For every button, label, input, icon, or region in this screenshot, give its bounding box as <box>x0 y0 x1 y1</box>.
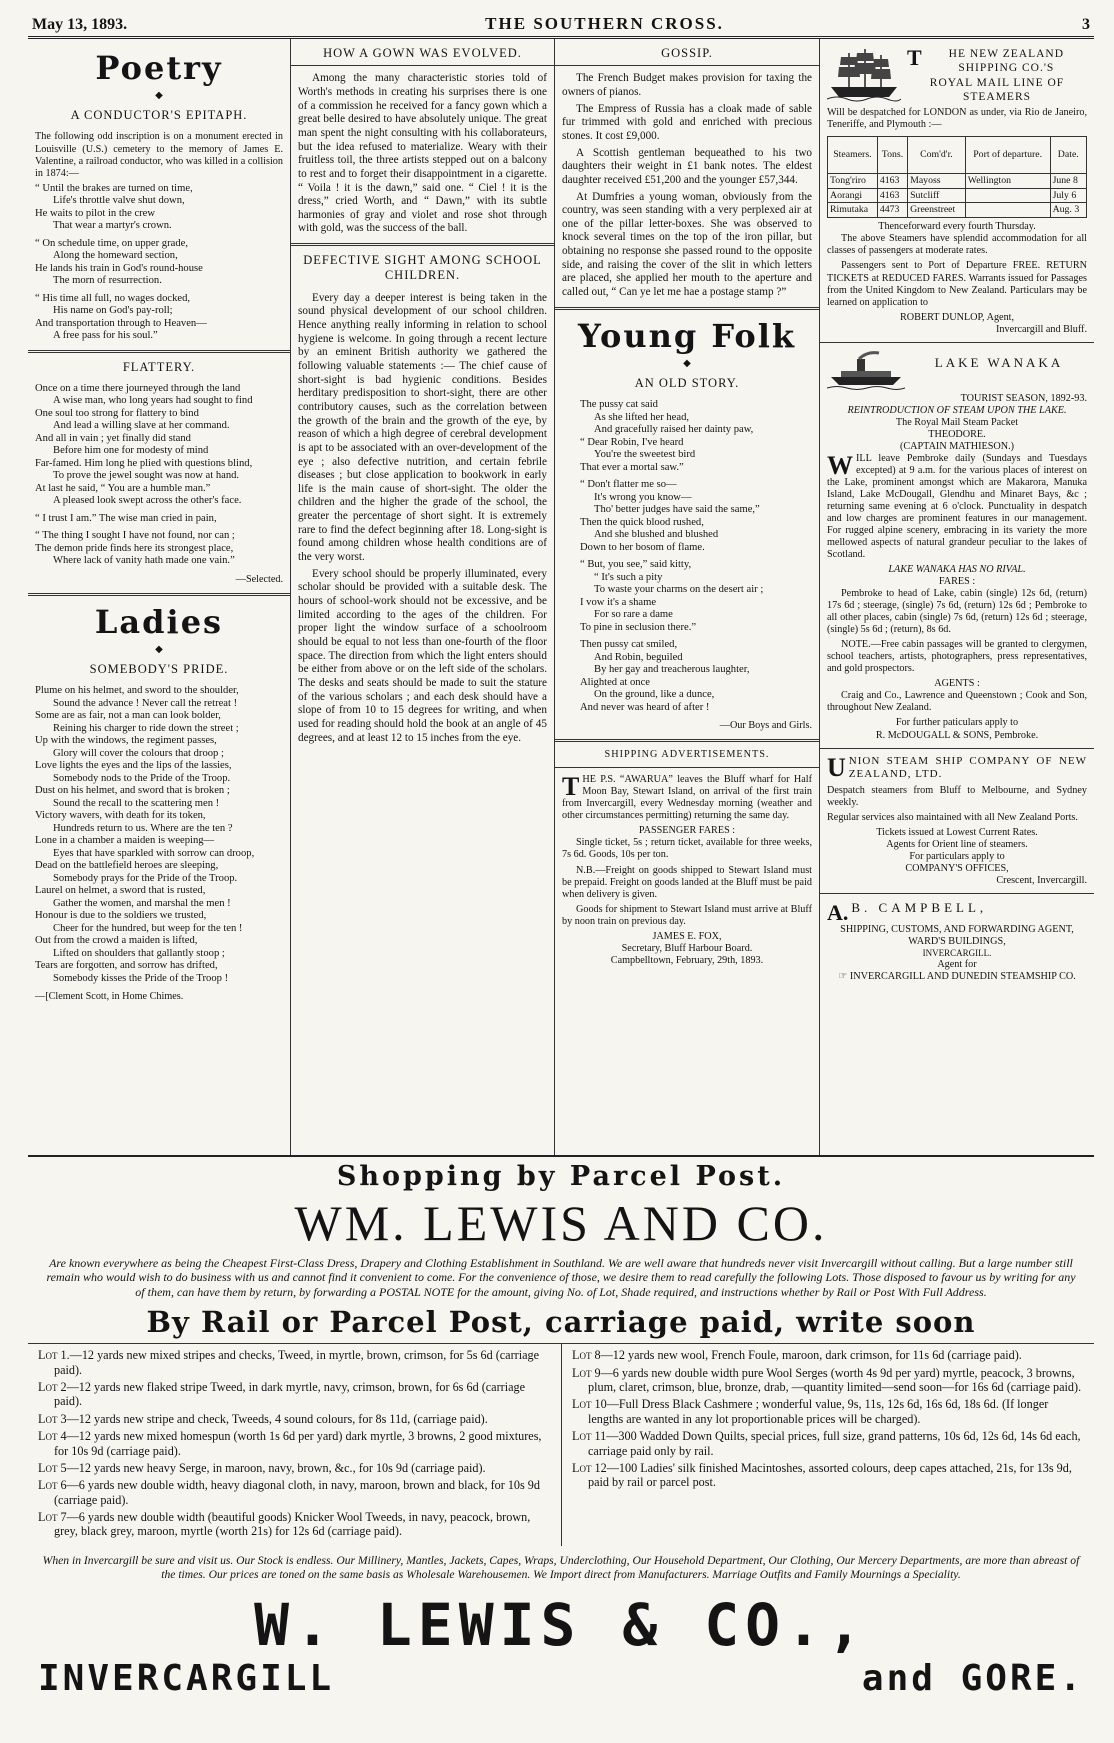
verse-line: That wear a martyr's crown. <box>53 220 172 232</box>
nz-intro: Will be despatched for LONDON as under, via Rio de Janeiro, Teneriffe, and Plymouth :— <box>827 106 1087 130</box>
verse-line: The demon pride finds here its strongest place, <box>35 542 234 554</box>
lot-number: Lot 4 <box>38 1429 67 1444</box>
cell: Greenstreet <box>908 203 966 218</box>
awarua-text: HE P.S. “AWARUA” leaves the Bluff wharf for Half Moon Bay, Stewart Island, on arrival of the first train from Invercargill, every Wednesday morning (weather and other circumstances permitting) returning the same day. <box>562 774 812 822</box>
verse-line: Far-famed. Him long he plied with questions blind, <box>35 457 253 469</box>
sight-paragraph-1: Every day a deeper interest is being taken in the sound physical development of our school children. Hence anything really informing in relation to school hygiene is welcome. In going through a recent lecture by an eminent British authority we gathered the following valuable statements :— The chief cause of short-sight is bad hygienic conditions. Besides herditary predisposition to short-sight, there are other contributory causes, such as the correlation between the growth of the brain and the growth of the eye, by reason of which a high degree of cerebral development is apt to be associated with an over-development of the eye ; also defective nutrition, and certain febrile diseases ; but close application to bookwork in early life is the main cause of short-sight. The older the children and the higher the grade of the school, the greater the percentage of short sight. It is extremely rare to find the defect beginning after 18. Long-sight is found among children whose health conditions are of the very worst. <box>298 291 547 564</box>
gown-article: Among the many characteristic stories told of Worth's methods in creating his surprises there is one of a commission he received for a fancy gown which a great belle desired to have absolutely unique. The great man spent the night consulting with his collaborateurs, but the idea refused to materialize. Weary with their fruitless toil, the three artists stepped out on a balcony to rest and to forget their disappointment in a cigarette. “ Voila ! it is the dawn,” said one. “ Ciel ! it is the dress,” cried Worth, and “ Dawn,” with its subtle harmonies of gray and violet and rose shot through with gold, was the success of the ball. <box>298 72 547 235</box>
header-steamers: Steamers. <box>828 136 878 173</box>
story-credit: —Our Boys and Girls. <box>719 720 812 732</box>
nz-accommodation: The above Steamers have splendid accommodation for all classes of passengers at moderate rates. <box>827 233 1087 257</box>
campbell-agent-for: Agent for <box>937 958 977 970</box>
pride-credit: —[Clement Scott, in Home Chimes. <box>35 991 184 1003</box>
verse-line: Dead on the battlefield heroes are sleeping, <box>35 860 219 872</box>
table-row <box>828 173 1087 188</box>
story-title: AN OLD STORY. <box>634 375 740 390</box>
lot-item <box>572 1397 1084 1426</box>
verse-line: Along the homeward section, <box>53 250 178 262</box>
verse-line: Eyes that have sparkled with sorrow can droop, <box>53 847 255 859</box>
nz-signature-name: ROBERT DUNLOP, Agent, <box>899 311 1015 323</box>
lot-description: —12 yards new heavy Serge, in maroon, navy, brown, &c., for 10s 9d (carriage paid). <box>66 1460 486 1475</box>
cell <box>965 203 1050 218</box>
verse-line: You're the sweetest bird <box>594 449 696 461</box>
epitaph-verse <box>35 183 283 343</box>
lot-number: Lot 3 <box>38 1411 67 1426</box>
verse-line: Honour is due to the soldiers we trusted, <box>35 910 207 922</box>
lot-item <box>38 1429 551 1458</box>
wanaka-season: TOURIST SEASON, 1892-93. <box>960 392 1087 404</box>
verse-line: One soul too strong for flattery to bind <box>35 407 199 419</box>
verse-line: I vow it's a shame <box>580 596 657 608</box>
verse-line: Somebody kisses the Pride of the Troop ! <box>53 972 229 984</box>
verse-line: “ Don't flatter me so— <box>580 479 677 491</box>
verse-line: Cheer for the hundred, but weep for the ten ! <box>53 922 243 934</box>
verse-line: Then pussy cat smiled, <box>580 639 678 651</box>
lot-description: —12 yards new mixed stripes and checks, Tweed, in myrtle, brown, crimson, for 5s 6d (carriage paid). <box>54 1348 540 1377</box>
issue-date: May 13, 1893. <box>32 16 128 33</box>
verse-line: Tho' better judges have said the same,” <box>594 504 760 516</box>
gossip-item: The Empress of Russia has a cloak made of sable fur trimmed with gold and enriched with precious stones. It cost £9,000. <box>562 102 812 142</box>
awarua-signature-date: Campbelltown, February, 29th, 1893. <box>610 954 764 966</box>
section-rule <box>555 767 819 768</box>
lot-description: —12 yards new stripe and check, Tweeds, 4 sound colours, for 8s 11d, (carriage paid). <box>66 1411 488 1426</box>
verse-line: Out from the crowd a maiden is lifted, <box>35 935 198 947</box>
campbell-dropcap: A. <box>827 900 849 926</box>
pride-verse <box>35 685 283 985</box>
verse-line: “ But, you see,” said kitty, <box>580 559 692 571</box>
shop-signature: W. LEWIS & CO., <box>254 1591 868 1660</box>
lot-item <box>572 1429 1084 1458</box>
shop-locations <box>28 1658 1094 1699</box>
verse-line: At last he said, “ You are a humble man.” <box>35 482 211 494</box>
wanaka-further: For further paticulars apply to <box>895 717 1019 729</box>
verse-line: “ It's such a pity <box>594 571 663 583</box>
lots-list <box>28 1343 1094 1546</box>
cell: Aorangi <box>828 188 878 203</box>
verse-line: Down to her bosom of flame. <box>580 541 705 553</box>
verse-line: Tears are forgotten, and sorrow has drifted, <box>35 960 218 972</box>
union-signature-office: COMPANY'S OFFICES, <box>905 863 1009 875</box>
union-orient: Agents for Orient line of steamers. <box>886 839 1028 851</box>
cell: 4473 <box>877 203 907 218</box>
gossip-item: The French Budget makes provision for taxing the owners of pianos. <box>562 72 812 98</box>
lot-item <box>572 1348 1084 1362</box>
verse-line: Plume on his helmet, and sword to the shoulder, <box>35 685 239 697</box>
verse-line: A wise man, who long years had sought to find <box>53 395 253 407</box>
campbell-business: SHIPPING, CUSTOMS, AND FORWARDING AGENT, <box>840 924 1074 936</box>
wanaka-text: ILL leave Pembroke daily (Sundays and Tuesdays excepted) at 9 a.m. for the various places of interest on the Lake, prominent amongst which are Makarora, Manuka Island, Lake McDougall, Glendhu and Minaret Bays, &c ; returning same evening at 6 o'clock. Punctuality in despatch and low charges are prominent features in our management. For rugged alpine scenery, embracing in its variety the more mellowed aspects of natural grandeur peculiar to the lakes of Scotland. <box>827 452 1087 561</box>
awarua-nb: N.B.—Freight on goods shipped to Stewart Island must be prepaid. Freight on goods landed at the Bluff must be paid when delivery is given. <box>562 864 812 900</box>
verse-line: On the ground, like a dunce, <box>594 689 715 701</box>
verse-line: It's wrong you know— <box>594 491 692 503</box>
lots-left <box>28 1344 561 1546</box>
flattery-verse <box>35 383 283 568</box>
section-rule <box>291 243 554 246</box>
cell: July 6 <box>1050 188 1086 203</box>
verse-line: Lone in a chamber a maiden is weeping— <box>35 835 215 847</box>
wanaka-header <box>827 349 1087 391</box>
verse-line: Somebody nods to the Pride of the Troop. <box>53 772 231 784</box>
verse-line: HE NEW ZEALAND <box>948 48 1065 60</box>
campbell-steamship-name: INVERCARGILL AND DUNEDIN STEAMSHIP CO. <box>849 970 1076 982</box>
verse-line: Before him one for modesty of mind <box>53 445 209 457</box>
location-invercargill: INVERCARGILL <box>38 1658 335 1700</box>
ornament-divider: ◆ <box>155 90 163 102</box>
location-gore: and GORE. <box>861 1658 1084 1700</box>
shop-heading: Shopping by Parcel Post. <box>336 1161 786 1192</box>
column-gown-sight <box>290 39 554 1155</box>
epitaph-intro: The following odd inscription is on a monument erected in Louisville (U.S.) cemetery to the memory of James E. Valentine, a railroad conductor, who was killed in a collision in 1874:— <box>35 131 283 179</box>
verse-line: “ His time all full, no wages docked, <box>35 292 191 304</box>
cell: Tong'riro <box>828 173 878 188</box>
lot-item <box>572 1366 1084 1395</box>
section-rule <box>820 342 1094 343</box>
verse-line: Dust on his helmet, and sword that is broken ; <box>35 785 230 797</box>
flattery-title: FLATTERY. <box>122 359 196 374</box>
verse-line: For so rare a dame <box>594 609 673 621</box>
ornament-divider: ◆ <box>155 643 163 655</box>
flattery-credit: —Selected. <box>235 573 283 585</box>
verse-line: Some are as fair, not a man can look bolder, <box>35 710 221 722</box>
column-gossip-young-folk <box>554 39 819 1155</box>
cell: Mayoss <box>908 173 966 188</box>
verse-line: Laurel on helmet, a sword that is rusted, <box>35 885 206 897</box>
table-row <box>828 203 1087 218</box>
lot-number: Lot 7 <box>38 1510 67 1525</box>
lot-description: —12 yards new flaked stripe Tweed, in dark myrtle, navy, crimson, brown, for 6s 6d (carriage paid). <box>54 1379 526 1409</box>
section-rule <box>28 593 290 596</box>
verse-line: By her gay and treacherous laughter, <box>594 664 750 676</box>
lot-item <box>572 1461 1084 1490</box>
newspaper-title: THE SOUTHERN CROSS. <box>485 14 724 33</box>
header-commander: Com'd'r. <box>908 136 966 173</box>
awarua-goods: Goods for shipment to Stewart Island must arrive at Bluff by noon train on previous day. <box>562 903 812 927</box>
awarua-signature-title: Secretary, Bluff Harbour Board. <box>621 942 753 954</box>
verse-line: A pleased look swept across the other's face. <box>53 495 242 507</box>
verse-line: Up with the windows, the regiment passes, <box>35 735 217 747</box>
gossip-item: A Scottish gentleman bequeathed to his two daughters their weight in £1 bank notes. The eldest daughter received £51,200 and the younger £57,344. <box>562 146 812 186</box>
verse-line: Victory wavers, with death for its token, <box>35 810 206 822</box>
cell: Sutcliff <box>908 188 966 203</box>
section-rule <box>555 307 819 310</box>
column-poetry-ladies <box>28 39 290 1155</box>
lot-description: —100 Ladies' silk finished Macintoshes, assorted colours, deep capes attached, 21s, for 13s 9d, paid by rail or parcel post. <box>588 1460 1072 1490</box>
masthead <box>28 6 1094 39</box>
wanaka-fares: Pembroke to head of Lake, cabin (single) 12s 6d, (return) 17s 6d ; steerage, (single) 7s 6d, (return) 12s 6d ; Pembroke to all other places, cabin (single) 7s 6d, (return) 12s 6d ; steerage, (single) 5s 6d ; (return), 8s 6d. <box>827 588 1087 636</box>
lots-right <box>561 1344 1094 1546</box>
campbell-steamship <box>827 971 1087 983</box>
verse-line: That ever a mortal saw.” <box>580 461 684 473</box>
section-rule <box>28 350 290 353</box>
poetry-heading: Poetry <box>95 49 223 87</box>
nz-thenceforward: Thenceforward every fourth Thursday. <box>878 221 1036 233</box>
table-row <box>828 188 1087 203</box>
pointing-hand-icon: ☞ <box>838 970 848 982</box>
verse-line: “ I trust I am.” The wise man cried in pain, <box>35 512 217 524</box>
lot-item <box>38 1380 551 1409</box>
lot-number: Lot 2 <box>38 1379 67 1394</box>
steamer-icon <box>827 349 905 391</box>
verse-line: And transportation through to Heaven— <box>35 317 207 329</box>
shop-intro: Are known everywhere as being the Cheapest First-Class Dress, Drapery and Clothing Establishment in Southland. We are well aware that hundreds never visit Invercargill without calling. But a large number still remain who would wish to do business with us and cannot find it convenient to come. For the convenience of those, we desire them to read carefully the following Lots. Those disposed to favour us by writing for any of them, can have them by return, by forwarding a POSTAL NOTE for the amount, giving No. of Lot, Shade required, and instructions whether by Rail or Post With Full Address. <box>46 1256 1076 1299</box>
union-despatch: Despatch steamers from Bluff to Melbourne, and Sydney weekly. <box>827 785 1087 809</box>
gossip-items <box>562 72 812 300</box>
wanaka-dropcap: W <box>827 450 853 480</box>
verse-line: To waste your charms on the desert air ; <box>594 584 764 596</box>
verse-line: Sound the advance ! Never call the retreat ! <box>53 697 238 709</box>
sailings-table <box>827 136 1087 219</box>
ladies-heading: Ladies <box>94 602 224 641</box>
wanaka-title: LAKE WANAKA <box>934 354 1064 370</box>
verse-line: SHIPPING CO.'S <box>958 62 1055 75</box>
awarua-fares: Single ticket, 5s ; return ticket, available for three weeks, 7s 6d. Goods, 10s per ton. <box>562 837 812 861</box>
cell: June 8 <box>1050 173 1086 188</box>
lot-item <box>38 1461 551 1475</box>
wanaka-agents-title: AGENTS : <box>934 678 980 690</box>
header-date: Date. <box>1050 136 1086 173</box>
lot-description: —6 yards new double width, heavy diagonal cloth, in navy, maroon, brown and black, for 10s 9d (carriage paid). <box>54 1478 540 1507</box>
union-tickets: Tickets issued at Lowest Current Rates. <box>876 827 1038 839</box>
lot-description: —12 yards new mixed homespun (worth 1s 6d per yard) dark myrtle, 3 browns, 2 good mixtures, for 10s 9d (carriage paid). <box>54 1429 542 1458</box>
lot-description: —300 Wadded Down Quilts, special prices, full size, grand patterns, 10s 6d, 12s 6d, 14s 6d each, carriage paid only by rail. <box>588 1429 1081 1458</box>
lot-number: Lot 9 <box>572 1365 601 1380</box>
verse-line: Hundreds return to us. Where are the ten ? <box>53 822 233 834</box>
verse-line: Love lights the eyes and the lips of the lassies, <box>35 760 232 772</box>
sight-paragraph-2: Every school should be properly illuminated, every scholar should be provided with a suitable desk. The hours of school-work should not be excessive, and be limited according to the ages of the children. For proper light the window surface of a schoolroom should be equal to not less than one-fourth of the floor space. The direction from which the light enters should be either from above or on the left side of the scholars. The desks and seats should be made to suit the stature of the various scholars ; and each desk should have a slope of from 10 to 15 degrees for writing, and when used for reading should hold the book at an angle of 45 degrees, and at least 12 to 15 inches from the eye. <box>298 567 547 744</box>
lot-item <box>38 1510 551 1539</box>
gown-title: HOW A GOWN WAS EVOLVED. <box>291 43 554 66</box>
cell: Wellington <box>965 173 1050 188</box>
header-port: Port of departure. <box>965 136 1050 173</box>
union-services: Regular services also maintained with all New Zealand Ports. <box>827 812 1078 824</box>
header-tons: Tons. <box>877 136 907 173</box>
lot-number: Lot 5 <box>38 1460 67 1475</box>
wanaka-fares-title: FARES : <box>938 576 976 588</box>
lot-number: Lot 10 <box>572 1397 607 1412</box>
lot-number: Lot 8 <box>572 1348 601 1363</box>
wanaka-captain: (CAPTAIN MATHIESON.) <box>899 440 1015 452</box>
campbell-buildings: WARD'S BUILDINGS, <box>908 936 1006 948</box>
verse-line: A free pass for his soul.” <box>53 330 158 342</box>
gossip-item: At Dumfries a young woman, obviously from the country, was seen standing with a very perplexed air at one of the pillar letter-boxes. She was observed to knock several times on the top of the iron pillar, but obtaining no response she passed round to the opposite side, and raising the cover of the slit in which letters are placed, she applied her mouth to the aperture and called out, “ Can ye let me hae a postage stamp ?” <box>562 190 812 299</box>
section-rule <box>820 893 1094 894</box>
verse-line: Where lack of vanity hath made one vain.” <box>53 555 235 567</box>
campbell-advert <box>827 900 1087 983</box>
verse-line: And never was heard of after ! <box>580 701 710 713</box>
verse-line: And she blushed and blushed <box>594 529 719 541</box>
verse-line: To pine in seclusion there.” <box>580 621 697 633</box>
nz-signature-place: Invercargill and Bluff. <box>995 323 1087 335</box>
cell <box>965 188 1050 203</box>
verse-line: And all in vain ; yet finally did stand <box>35 432 191 444</box>
wanaka-ship-name: THEODORE. <box>928 428 986 440</box>
union-dropcap: U <box>827 752 846 782</box>
lot-item <box>38 1412 551 1426</box>
campbell-town: INVERCARGILL. <box>922 948 992 959</box>
epitaph-title: A CONDUCTOR'S EPITAPH. <box>70 108 248 123</box>
nz-dropcap: T <box>907 45 923 70</box>
verse-line: His name on God's pay-roll; <box>53 305 173 317</box>
pride-title: SOMEBODY'S PRIDE. <box>89 662 229 677</box>
verse-line: “ On schedule time, on upper grade, <box>35 237 188 249</box>
verse-line: Once on a time there journeyed through the land <box>35 382 241 394</box>
lot-item <box>38 1478 551 1507</box>
nz-title-lines <box>907 47 1087 105</box>
sailing-ship-icon <box>827 47 901 103</box>
section-rule <box>820 748 1094 749</box>
cell: Aug. 3 <box>1050 203 1086 218</box>
verse-line: “ Until the brakes are turned on time, <box>35 182 193 194</box>
shop-firm-name: WM. LEWIS AND CO. <box>294 1195 828 1251</box>
verse-line: And lead a willing slave at her command. <box>53 420 230 432</box>
union-title: NION STEAM SHIP COMPANY OF NEW ZEALAND, LTD. <box>848 754 1087 781</box>
nz-title <box>907 47 1087 105</box>
cell: 4163 <box>877 188 907 203</box>
story-verse <box>562 399 812 714</box>
lot-number: Lot 12 <box>572 1460 607 1475</box>
awarua-signature-name: JAMES E. FOX, <box>652 930 722 942</box>
sight-title: DEFECTIVE SIGHT AMONG SCHOOL CHILDREN. <box>303 253 542 283</box>
wanaka-packet: The Royal Mail Steam Packet <box>895 416 1019 428</box>
shop-rail-heading: By Rail or Parcel Post, carriage paid, write soon <box>146 1305 976 1340</box>
column-shipping-adverts <box>819 39 1094 1155</box>
union-particulars: For particulars apply to <box>909 851 1005 863</box>
gossip-title: GOSSIP. <box>555 43 819 66</box>
awarua-advert <box>562 774 812 966</box>
wanaka-no-rival: LAKE WANAKA HAS NO RIVAL. <box>888 564 1026 576</box>
union-signature-address: Crescent, Invercargill. <box>996 875 1087 887</box>
verse-line: Somebody prays for the Pride of the Troop. <box>53 872 238 884</box>
verse-line: The pussy cat said <box>580 399 658 411</box>
lot-description: —6 yards new double width (beautiful goods) Knicker Wool Tweeds, in navy, peacock, brown, grey, black grey, maroon, myrtle (worth 21s) for 12s 6d (carriage paid). <box>54 1510 531 1539</box>
lewis-advert <box>28 1161 1094 1699</box>
ornament-divider: ◆ <box>683 357 691 369</box>
verse-line: Then the quick blood rushed, <box>580 516 704 528</box>
shipping-heading: SHIPPING ADVERTISEMENTS. <box>604 749 770 761</box>
sailings-table-header <box>828 136 1087 173</box>
nz-shipping-header <box>827 47 1087 105</box>
lot-description: —12 yards new wool, French Foule, maroon, dark crimson, for 11s 6d (carriage paid). <box>600 1348 1022 1363</box>
wanaka-note: NOTE.—Free cabin passages will be granted to clergymen, school teachers, artists, photographers, press representatives, and gold prospectors. <box>827 639 1087 675</box>
lot-item <box>38 1348 551 1377</box>
section-rule <box>555 739 819 742</box>
awarua-dropcap: T <box>562 772 580 802</box>
wanaka-reintroduction: REINTRODUCTION OF STEAM UPON THE LAKE. <box>847 404 1067 416</box>
verse-line: Alighted at once <box>580 676 651 688</box>
verse-line: ROYAL MAIL LINE OF <box>929 76 1065 89</box>
lot-number: Lot 6 <box>38 1478 67 1493</box>
verse-line: Reining his charger to ride down the street ; <box>53 722 239 734</box>
verse-line: Lifted on shoulders that gallantly stoop ; <box>53 947 225 959</box>
lot-description: —6 yards new double width pure Wool Serges (worth 4s 9d per yard) myrtle, peacock, 3 browns, plum, claret, crimson, blue, bronze, drab, —quantity limited—send soon—for 16s 6d (carriage paid). <box>588 1365 1082 1394</box>
verse-line: “ The thing I sought I have not found, nor can ; <box>35 530 235 542</box>
verse-line: Glory will cover the colours that droop ; <box>53 747 224 759</box>
verse-line: “ Dear Robin, I've heard <box>580 436 684 448</box>
lot-description: —Full Dress Black Cashmere ; wonderful value, 9s, 11s, 12s 6d, 16s 6d, 18s 6d. (If longer lengths are wanted in any lot proportionable prices will be charged). <box>588 1397 1049 1426</box>
nz-passengers: Passengers sent to Port of Departure FREE. RETURN TICKETS at REDUCED FARES. Warrants issued for Passages from the United Kingdom to New Zealand. Particulars may be learned on application to <box>827 260 1087 308</box>
verse-line: Gather the women, and marshal the men ! <box>53 897 231 909</box>
verse-line: He lands his train in God's round-house <box>35 262 203 274</box>
page-number: 3 <box>1081 16 1090 33</box>
cell: Rimutaka <box>828 203 878 218</box>
verse-line: And gracefully raised her dainty paw, <box>594 424 754 436</box>
young-folk-heading: Young Folk <box>577 316 797 355</box>
verse-line: As she lifted her head, <box>594 411 690 423</box>
wanaka-agents: Craig and Co., Lawrence and Queenstown ; Cook and Son, throughout New Zealand. <box>827 690 1087 714</box>
shop-footer: When in Invercargill be sure and visit us. Our Stock is endless. Our Millinery, Mantles, Jackets, Capes, Wraps, Underclothing, Our Household Department, Our Clothing, Our Mercery Departments, are more than abreast of the times. Our prices are toned on the same basis as Wholesale Warehousemen. We Import direct from Manufacturers. Marriage Outfits and Family Mournings a Speciality. <box>42 1553 1080 1581</box>
lot-number: Lot 1. <box>38 1348 70 1363</box>
lot-number: Lot 11 <box>572 1429 607 1444</box>
article-columns <box>28 39 1094 1157</box>
verse-line: STEAMERS <box>962 91 1032 104</box>
cell: 4163 <box>877 173 907 188</box>
verse-line: Sound the recall to the scattering men ! <box>53 797 220 809</box>
verse-line: To prove the jewel sought was now at hand. <box>53 470 240 482</box>
campbell-name: B. CAMPBELL, <box>851 900 988 916</box>
wanaka-signature: R. McDOUGALL & SONS, Pembroke. <box>875 729 1039 741</box>
awarua-fares-title: PASSENGER FARES : <box>638 825 736 837</box>
verse-line: He waits to pilot in the crew <box>35 207 156 219</box>
verse-line: Life's throttle valve shut down, <box>53 195 185 207</box>
verse-line: And Robin, beguiled <box>594 651 683 663</box>
verse-line: The morn of resurrection. <box>53 275 162 287</box>
